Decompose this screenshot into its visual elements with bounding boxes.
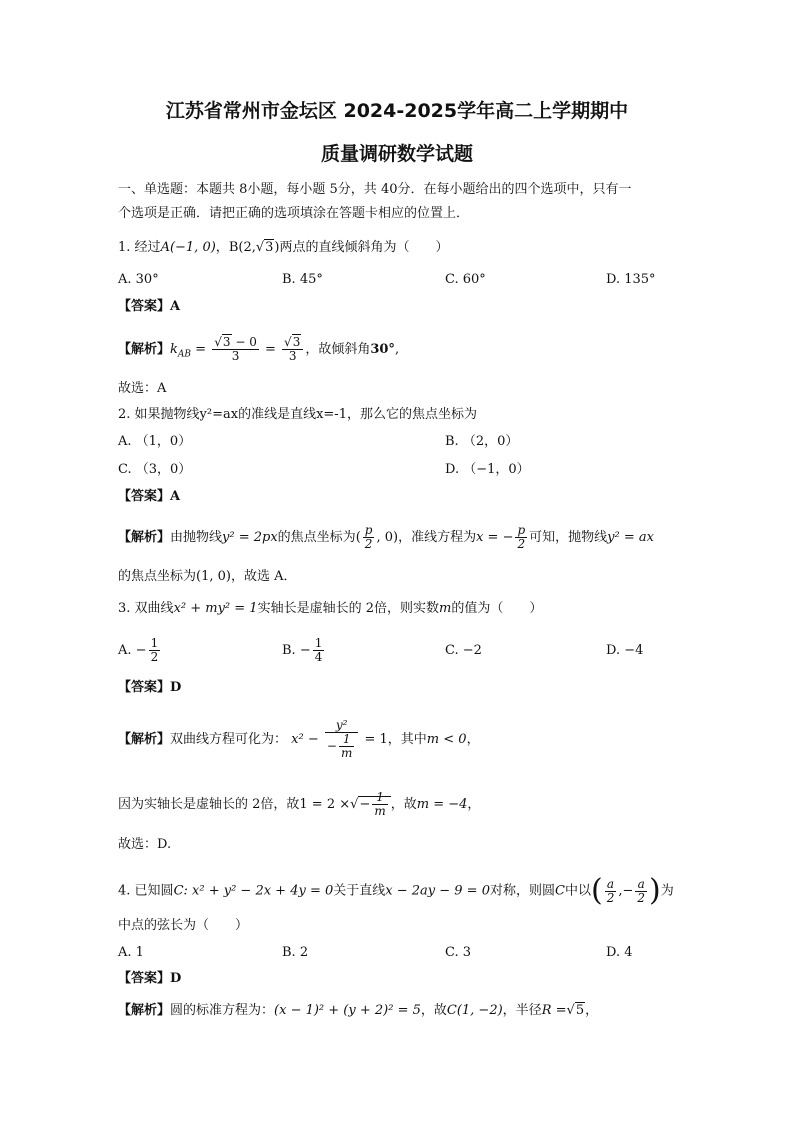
q1-frac2-num-rad: 3	[292, 335, 301, 349]
q3-option-b-num: 1	[314, 636, 323, 650]
q1-frac-1: $\frac{√3 - 0}{3}$	[214, 335, 257, 363]
q4-number: 4.	[118, 883, 131, 899]
q4-option-a: A. 1	[118, 945, 144, 960]
q2-analysis-line-1	[118, 521, 654, 555]
q4-pt-frac-1	[605, 878, 617, 905]
q3-option-a-label: A.	[118, 643, 132, 658]
q4-eq: : x² + y² − 2x + 4y = 0	[183, 883, 334, 899]
q3-a1: 双曲线方程可化为：	[170, 732, 288, 747]
q3-b-rad-frac	[372, 791, 387, 818]
q3-option-b-label: B.	[282, 643, 296, 658]
q4-a-eq: (x − 1)² + (y + 2)² = 5	[274, 1003, 421, 1018]
q2-option-c: C. （3，0）	[118, 462, 192, 477]
q3-a3: ，	[466, 732, 480, 747]
q3-stem	[118, 600, 542, 618]
q1-analysis-end: ,	[394, 342, 400, 357]
q3-option-b-den: 4	[314, 650, 323, 664]
q3-answer: 【答案】D	[118, 680, 182, 695]
q2-analysis-line-2	[118, 568, 297, 586]
q2-p1-post: , 0)	[376, 530, 399, 545]
q4-option-b: B. 2	[282, 945, 309, 960]
q3-option-c	[445, 642, 482, 660]
q3-option-c-label: C.	[445, 643, 459, 658]
q3-inner-frac	[339, 733, 354, 760]
q2-p1-num: p	[364, 523, 373, 537]
q1-frac1-num-post: − 0	[231, 335, 257, 349]
q2-p2-num: p	[517, 523, 526, 537]
q4-c2: C	[555, 883, 565, 899]
q3-analysis-line-2: 因为实轴长是虚轴长的 2倍，故1 = 2 ×√− $\frac{1}{m}$ ，故m = −4，	[118, 790, 481, 818]
q1-point-b-pre: B(2,	[228, 240, 256, 255]
q1-text-a: 经过	[134, 240, 161, 255]
q1-analysis-label: 【解析】	[118, 342, 171, 357]
q2-line2-pt: (1, 0)	[196, 569, 231, 584]
q2-a2: 的焦点坐标为	[277, 530, 356, 545]
q3-b-rad-num: 1	[372, 791, 387, 805]
q3-m: m	[438, 601, 452, 616]
q3-option-a-num: 1	[150, 636, 159, 650]
q1-option-c: C. 60°	[445, 272, 486, 287]
q3-big-frac	[325, 719, 358, 760]
q4-option-d: D. 4	[606, 945, 633, 960]
q3-number: 3.	[118, 601, 131, 616]
q2-a3: ，准线方程为	[398, 530, 477, 545]
q2-stem	[118, 406, 477, 424]
q3-x2: x² −	[291, 732, 319, 747]
q2-number: 2.	[118, 407, 131, 422]
q4-text-a: 已知圆	[134, 883, 174, 899]
q4-a1: 圆的标准方程为：	[170, 1003, 275, 1018]
q3-frac-num: y²	[325, 719, 358, 733]
q2-option-d: D. （−1，0）	[445, 462, 530, 477]
q3-b2: ，故	[390, 797, 417, 812]
q2-answer: 【答案】A	[118, 489, 181, 504]
q1-analysis-tail: ，故倾斜角	[305, 342, 371, 357]
q1-stem: 1. 经过A(−1, 0)，B(2,√3)两点的直线倾斜角为（ ）	[118, 240, 449, 255]
q4-text-d: 中以	[564, 883, 591, 899]
q4-answer: 【答案】D	[118, 971, 182, 986]
section-header-line-2: 个选项是正确．请把正确的选项填涂在答题卡相应的位置上．	[118, 206, 470, 221]
q4-stem: 4. 已知圆C: x² + y² − 2x + 4y = 0关于直线x − 2ay − 9 = 0对称，则圆C中以( $\frac{a}{2}$ ,− $\frac{a}{2}$ )为	[118, 873, 674, 908]
q4-line-2: 中点的弦长为（ ）	[118, 918, 249, 933]
q4-pt-num2: a	[635, 878, 647, 892]
q2-option-a: A. （1，0）	[118, 434, 192, 449]
q3-analysis-label: 【解析】	[118, 732, 171, 747]
q1-frac1-num-rad: 3	[222, 335, 231, 349]
q3-b3: ，	[467, 797, 481, 812]
q3-a2: ，其中	[387, 732, 427, 747]
q3-option-a-sign: −	[135, 643, 147, 658]
q1-number: 1.	[118, 240, 131, 255]
title-line-2: 质量调研数学试题	[320, 143, 473, 165]
q3-text-b: 实轴长是虚轴长的 2倍，则实数	[257, 601, 439, 616]
q3-cond: m < 0	[426, 732, 467, 747]
q4-analysis: 【解析】圆的标准方程为：(x − 1)² + (y + 2)² = 5，故C(1, −2)，半径R =√5，	[118, 1003, 599, 1018]
title-line-1: 江苏省常州市金坛区 2024-2025学年高二上学期期中	[165, 100, 629, 122]
q3-b-rad-sign: −	[359, 797, 371, 812]
q4-option-c: C. 3	[445, 945, 472, 960]
q2-eq2: y² = ax	[607, 530, 654, 545]
q4-line: x − 2ay − 9 = 0	[385, 883, 490, 899]
q3-eq: x² + my² = 1	[173, 601, 258, 616]
q3-option-b-frac	[313, 637, 325, 664]
q1-frac2-den: 3	[288, 349, 297, 363]
q1-k: k	[170, 342, 178, 357]
q3-inner-num: 1	[339, 733, 354, 747]
q4-text-c: 对称，则圆	[489, 883, 555, 899]
q2-p2-frac	[515, 524, 527, 551]
q3-b1: 因为实轴长是虚轴长的 2倍，故	[118, 797, 300, 812]
q1-answer: 【答案】A	[118, 299, 181, 314]
q3-option-c-value: −2	[462, 643, 482, 658]
q4-a-r-rad: 5	[575, 1003, 585, 1018]
q1-point-a: A(−1, 0)	[160, 240, 216, 255]
q1-k-sub: AB	[177, 349, 192, 360]
q1-point-b-rad: 3	[265, 240, 274, 255]
q2-a1: 由抛物线	[170, 530, 223, 545]
q3-option-d-value: −4	[624, 643, 644, 658]
q2-option-b: B. （2，0）	[445, 434, 519, 449]
q1-analysis-bold: 30°	[370, 342, 395, 357]
q4-text-b: 关于直线	[333, 883, 386, 899]
q3-choose: 故选：D.	[118, 837, 172, 852]
q1-frac-2: $\frac{√3}{3}$	[282, 336, 303, 363]
q2-analysis-label: 【解析】	[118, 530, 171, 545]
q1-sep: ，	[215, 240, 229, 255]
q4-pt-den2: 2	[637, 890, 645, 905]
q1-option-a: A. 30°	[118, 272, 159, 287]
q1-eq: =	[195, 342, 207, 357]
q2-x: x = −	[476, 530, 514, 545]
q4-c: C	[173, 883, 184, 899]
q1-analysis	[118, 333, 399, 372]
q4-a2: ，故	[420, 1003, 447, 1018]
q1-option-d: D. 135°	[606, 272, 656, 287]
q3-option-b-sign: −	[299, 643, 311, 658]
q1-eq2: =	[264, 342, 276, 357]
q1-text-b: 两点的直线倾斜角为（ ）	[279, 240, 449, 255]
q4-analysis-label: 【解析】	[118, 1003, 171, 1018]
q4-pt-frac-2	[635, 878, 647, 905]
q3-option-b	[282, 634, 326, 668]
q3-option-a	[118, 634, 162, 668]
q4-text-e: 为	[660, 883, 674, 899]
q1-option-b: B. 45°	[282, 272, 323, 287]
q2-p2-den: 2	[517, 537, 526, 551]
q2-text: 如果抛物线y²=ax的准线是直线x=-1，那么它的焦点坐标为	[134, 407, 477, 422]
q1-choose: 故选：A	[118, 381, 167, 396]
section-header-line-1: 一、单选题：本题共 8小题，每小题 5分，共 40分．在每小题给出的四个选项中，只有一	[118, 182, 632, 197]
q3-option-d	[606, 642, 643, 660]
q2-p1-pre: (	[355, 530, 361, 545]
q3-analysis-line-1	[118, 710, 480, 770]
q4-a-c: C(1, −2)	[446, 1003, 503, 1018]
q4-a4: ，	[585, 1003, 599, 1018]
q1-frac1-den: 3	[231, 349, 240, 363]
q2-line2a: 的焦点坐标为	[118, 569, 197, 584]
q3-b-res: m = −4	[416, 797, 468, 812]
q2-eq1: y² = 2px	[222, 530, 278, 545]
q3-frac-den-sign: −	[326, 739, 337, 753]
q4-a3: ，半径	[502, 1003, 542, 1018]
q4-pt-den1: 2	[606, 890, 615, 905]
q3-text-a: 双曲线	[134, 601, 174, 616]
q2-a4: 可知，抛物线	[529, 530, 608, 545]
q3-inner-den: m	[340, 746, 353, 760]
q3-option-a-den: 2	[150, 650, 159, 664]
q3-text-c: 的值为（ ）	[451, 601, 543, 616]
q2-p1-frac	[363, 524, 375, 551]
q3-option-a-frac	[149, 637, 161, 664]
q3-b-rad-den: m	[374, 804, 386, 818]
q2-line2b: ，故选 A．	[230, 569, 297, 584]
q3-b-eq: 1 = 2 ×	[299, 797, 351, 812]
q4-pt-num1: a	[605, 878, 617, 892]
q3-option-d-label: D.	[606, 643, 621, 658]
q4-a-r-pre: R =	[541, 1003, 567, 1018]
q2-p1-den: 2	[364, 537, 373, 551]
q1-point-b-post: )	[274, 240, 280, 255]
q3-eq1: = 1	[364, 732, 388, 747]
q4-pt-comma: ,−	[618, 883, 634, 899]
